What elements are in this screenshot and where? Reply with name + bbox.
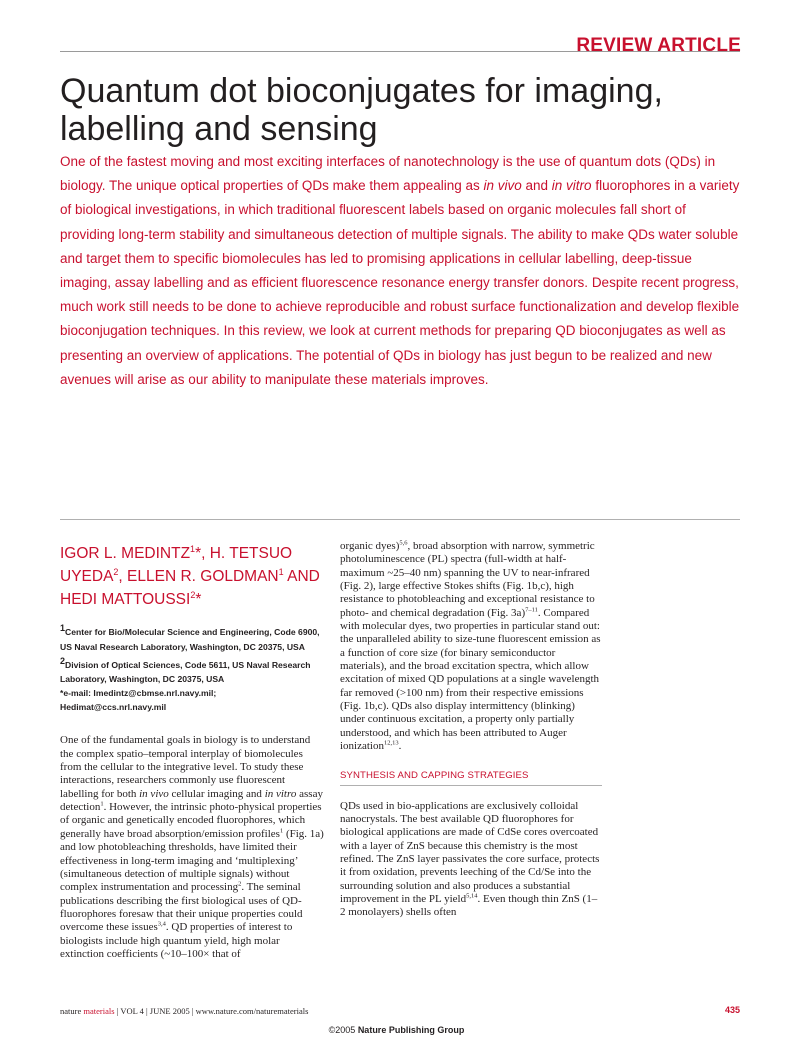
affiliation-line — [60, 640, 326, 654]
citation-superscript: 12,13 — [384, 739, 399, 747]
affiliations — [60, 621, 326, 714]
affiliation-line — [60, 654, 326, 672]
text-run: , broad absorption with narrow, symmetric photoluminescence (PL) spectra (full-width at half-maximum ~25–40 nm) spanning the UV to near-infrared (Fig. 2), large effective Stokes shifts (Fig. 1b,c), high resistance to photobleaching and exceptional resistance to photo- and chemical degradation (Fig. 3a) — [340, 540, 595, 619]
section-label: REVIEW ARTICLE — [576, 35, 741, 56]
page-footer — [60, 1006, 308, 1016]
text-run: fluorophores in a variety of biological investigations, in which traditional fluorescent labels based on organic molecules fall short of providing long-term stability and simultaneous detection of multiple signals. The ability to make QDs water soluble and target them to specific biomolecules has led to promising applications in cellular labelling, deep-tissue imaging, assay labelling and as efficient fluorescence resonance energy transfer donors. Despite recent progress, much work still needs to be done to achieve reproducible and robust surface functionalization and develop flexible bioconjugation techniques. In this review, we look at current methods for preparing QD bioconjugates as well as presenting an overview of applications. The potential of QDs in biology has just begun to be realized and new avenues will arise as our ability to manipulate these materials improves. — [60, 178, 740, 387]
body-paragraph-properties — [340, 540, 602, 754]
citation-superscript: 1 — [60, 623, 66, 634]
publisher-name: Nature Publishing Group — [357, 1025, 465, 1035]
citation-superscript: 2 — [113, 567, 119, 578]
text-run: , ELLEN R. GOLDMAN — [118, 568, 279, 586]
citation-superscript: 1 — [190, 544, 196, 554]
citation-superscript: 2 — [238, 880, 242, 888]
text-run: One of the fastest moving and most exciting interfaces of nanotechnology is the use of quantum dots (QDs) in biology. The unique optical properties of QDs make them appealing as — [60, 154, 716, 194]
section-heading-rule — [340, 785, 602, 786]
section-heading: SYNTHESIS AND CAPPING STRATEGIES — [340, 769, 529, 781]
page-number: 435 — [724, 1005, 740, 1015]
affiliation-email — [60, 686, 326, 700]
body-paragraph-intro — [60, 734, 326, 961]
citation-superscript: 5,6 — [399, 539, 408, 547]
copyright-line — [0, 1025, 793, 1035]
text-run: . Even though thin ZnS (1–2 monolayers) shells often — [340, 892, 598, 919]
text-run: . However, the intrinsic photo-physical properties of organic and genetically encoded fluorophores, which generally have broad absorption/emission profiles — [60, 801, 322, 840]
text-run: . — [398, 740, 402, 753]
italic-term: in vivo — [139, 787, 169, 800]
text-run: IGOR L. MEDINTZ — [60, 545, 191, 563]
text-run: Division of Optical Sciences, Code 5611, US Naval Research — [65, 659, 311, 670]
abstract — [60, 150, 744, 392]
affiliation-email — [60, 700, 326, 714]
citation-superscript: 5,14 — [466, 892, 478, 900]
text-run: organic dyes) — [340, 540, 400, 552]
italic-term: in vitro — [264, 787, 297, 800]
text-run: assay detection — [60, 787, 323, 814]
affiliation-line — [60, 621, 326, 639]
text-run: . QD properties of interest to biologists include high quantum yield, high molar extinction coefficients (~10–100× that of — [60, 921, 293, 960]
text-run: Laboratory, Washington, DC 20375, USA — [60, 673, 225, 684]
text-run: * — [195, 591, 202, 609]
text-run: QDs used in bio-applications are exclusively colloidal nanocrystals. The best available QD fluorophores for biological applications are made of CdSe cores overcoated with a layer of ZnS because this chemistry is the most refined. The ZnS layer passivates the core surface, protects it from oxidation, prevents leeching of the Cd/Se into the surrounding solution and also produces a substantial improvement in the PL yield — [340, 799, 600, 905]
abstract-divider — [60, 519, 740, 520]
citation-superscript: 2 — [60, 655, 66, 666]
text-run: . Compared with molecular dyes, two properties in particular stand out: the unparalleled ability to size-tune fluorescent emission as a function of core size (for binary semiconductor materials), and the broad excitation spectra, which allow excitation of mixed QD populations at a single wavelength far removed (>100 nm) from their respective emissions (Fig. 1b,c). QDs also display intermittency (blinking) under continuous excitation, a property only partially understood, and which has been attributed to Auger ionization — [340, 606, 601, 753]
text-run: *e-mail: Imedintz@cbmse.nrl.navy.mil; — [60, 688, 217, 698]
issue-info: | VOL 4 | JUNE 2005 | www.nature.com/naturematerials — [114, 1006, 309, 1016]
citation-superscript: 1 — [278, 567, 284, 578]
copyright-year: ©2005 — [328, 1025, 358, 1035]
text-run: US Naval Research Laboratory, Washington, DC 20375, USA — [60, 641, 305, 652]
text-run: *, H. TETSUO UYEDA — [60, 545, 293, 586]
column-right — [340, 540, 602, 920]
citation-superscript: 1 — [100, 800, 104, 808]
text-run: Hedimat@ccs.nrl.navy.mil — [60, 702, 167, 713]
text-run: One of the fundamental goals in biology is to understand the complex spatio–temporal interplay of biomolecules from the cellular to the integrative level. To study these interactions, researchers commonly use fluorescent labelling for both — [60, 734, 311, 800]
citation-superscript: 3,4 — [157, 920, 166, 928]
journal-name-b: materials — [83, 1006, 115, 1016]
text-run: AND HEDI MATTOUSSI — [60, 568, 320, 609]
italic-term: in vivo — [483, 178, 522, 194]
text-run: (Fig. 1a) and low photobleaching thresholds, have limited their effectiveness in long-term imaging and ‘multiplexing’ (simultaneous detection of multiple signals) without complex instrumentation and processing — [60, 827, 324, 894]
italic-term: in vitro — [551, 178, 592, 194]
affiliation-line — [60, 672, 326, 686]
column-left — [60, 540, 326, 961]
journal-name-a: nature — [60, 1006, 84, 1016]
body-paragraph-synthesis — [340, 800, 602, 920]
citation-superscript: 1 — [279, 827, 284, 835]
citation-superscript: 7–11 — [525, 606, 538, 614]
text-run: cellular imaging and — [168, 787, 265, 800]
text-run: . The seminal publications describing the first biological uses of QD-fluorophores foresaw that their unique properties could overcome these issues — [60, 881, 303, 934]
author-list — [60, 540, 326, 609]
citation-superscript: 2 — [190, 590, 196, 601]
text-run: Center for Bio/Molecular Science and Engineering, Code 6900, — [65, 627, 320, 638]
text-run: and — [521, 178, 552, 194]
article-title: Quantum dot bioconjugates for imaging, labelling and sensing — [60, 72, 663, 148]
